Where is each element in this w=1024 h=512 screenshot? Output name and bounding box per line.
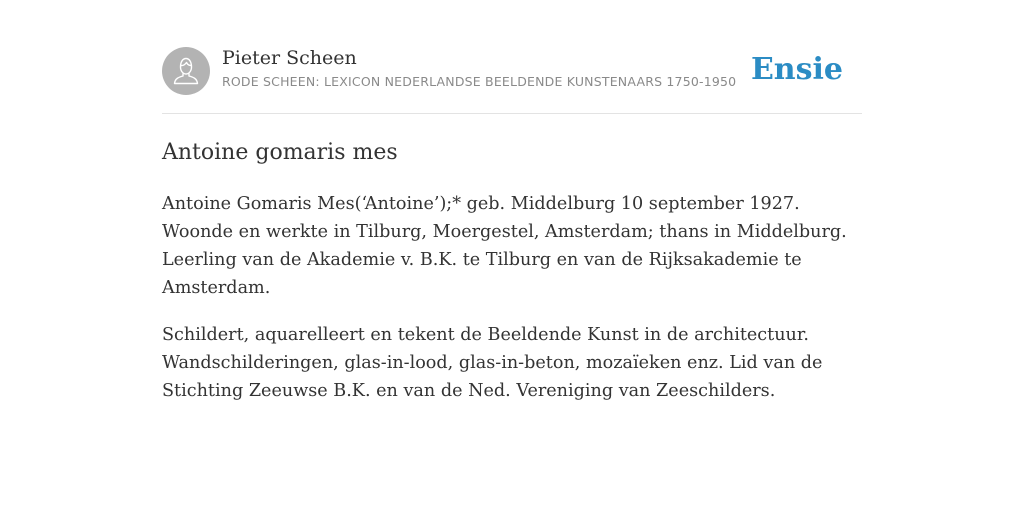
author-name[interactable]: Pieter Scheen (222, 47, 357, 69)
article-paragraph-1: Antoine Gomaris Mes(‘Antoine’);* geb. Middelburg 10 september 1927. Woonde en werkte in Tilburg, Moergestel, Amsterdam; thans in Middelburg. Leerling van de Akademie v. B.K. te Tilburg en van de Rijksakademie te Amsterdam. (162, 194, 847, 298)
article-paragraph-2: Schildert, aquarelleert en tekent de Beeldende Kunst in de architectuur. Wandschilderingen, glas-in-lood, glas-in-beton, mozaïeken enz. Lid van de Stichting Zeeuwse B.K. en van de Ned. Vereniging van Zeeschilders. (162, 325, 823, 401)
author-avatar[interactable] (162, 47, 210, 95)
user-icon (162, 47, 210, 95)
article-body (162, 190, 862, 424)
article-header (162, 46, 862, 96)
source-title[interactable]: RODE SCHEEN: LEXICON NEDERLANDSE BEELDENDE KUNSTENAARS 1750-1950 (222, 74, 737, 89)
ensie-logo[interactable]: Ensie (750, 52, 843, 87)
header-divider (162, 113, 862, 114)
article-title: Antoine gomaris mes (162, 140, 398, 165)
